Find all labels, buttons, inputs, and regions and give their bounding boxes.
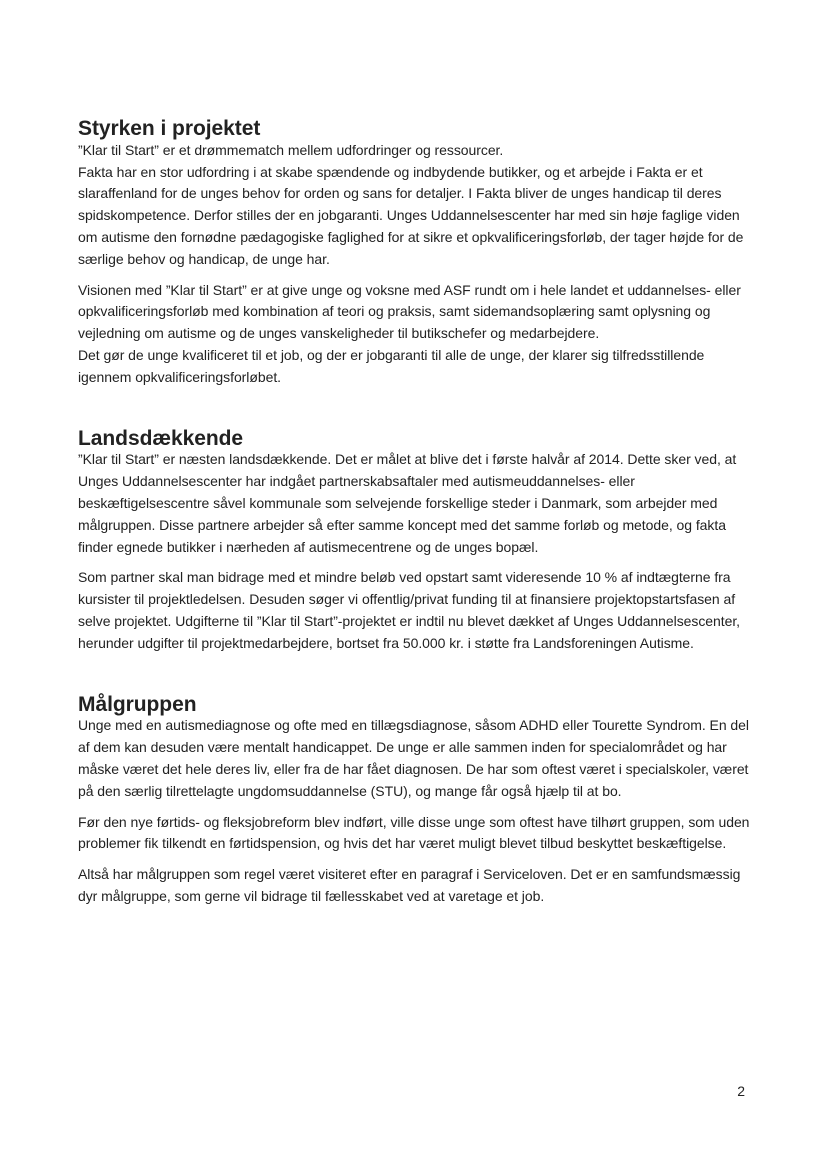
section-landsdaekkende	[78, 428, 758, 655]
paragraph: Visionen med ”Klar til Start” er at give unge og voksne med ASF rundt om i hele landet et uddannelses- eller opkvalificeringsforløb med kombination af teori og praksis, samt sidemandsoplæring samt oplysning og vejledning om autisme og de unges vanskeligheder til butikschefer og medarbejdere. Det gør de unge kvalificeret til et job, og der er jobgaranti til alle de unge, der klarer sig tilfredsstillende igennem opkvalificeringsforløbet.	[78, 281, 741, 385]
section-title: Landsdækkende	[78, 426, 244, 450]
section-maalgruppen	[78, 694, 758, 908]
section-styrken	[78, 118, 758, 389]
paragraph: Som partner skal man bidrage med et mindre beløb ved opstart samt videresende 10 % af indtægterne fra kursister til projektledelsen. Desuden søger vi offentlig/privat funding til at finansiere projektopstartsfasen af selve projektet. Udgifterne til ”Klar til Start”-projektet er indtil nu blevet dækket af Unges Uddannelsescenter, herunder udgifter til projektmedarbejdere, bortset fra 50.000 kr. i støtte fra Landsforeningen Autisme.	[78, 569, 741, 651]
paragraph: ”Klar til Start” er næsten landsdækkende. Det er målet at blive det i første halvår af 2014. Dette sker ved, at Unges Uddannelsescenter har indgået partnerskabsaftaler med autismeuddannelses- eller beskæftigelsescentre såvel kommunale som selvejende forskellige steder i Danmark, som arbejder med målgruppen. Disse partnere arbejder så efter samme koncept med det samme forløb og metode, og fakta finder egnede butikker i nærheden af autismecentrene og de unges bopæl.	[78, 451, 737, 555]
paragraph: Før den nye førtids- og fleksjobreform blev indført, ville disse unge som oftest have tilhørt gruppen, som uden problemer fik tilkendt en førtidspension, og hvis det har været muligt blevet tilbud beskyttet beskæftigelse.	[78, 813, 750, 852]
paragraph: Altså har målgruppen som regel været visiteret efter en paragraf i Serviceloven. Det er en samfundsmæssig dyr målgruppe, som gerne vil bidrage til fællesskabet ved at varetage et job.	[78, 866, 741, 904]
document-page	[78, 118, 758, 908]
page-number: 2	[737, 1083, 745, 1099]
paragraph: Unge med en autismediagnose og ofte med en tillægsdiagnose, såsom ADHD eller Tourette Syndrom. En del af dem kan desuden være mentalt handicappet. De unge er alle sammen inden for specialområdet og har måske været det hele deres liv, eller fra de har fået diagnosen. De har som oftest været i specialskoler, været på den særlig tilrettelagte ungdomsuddannelse (STU), og mange får også hjælp til at bo.	[78, 717, 749, 799]
section-title: Målgruppen	[78, 692, 197, 716]
paragraph: ”Klar til Start” er et drømmematch mellem udfordringer og ressourcer. Fakta har en stor udfordring i at skabe spændende og indbydende butikker, og et arbejde i Fakta er et slaraffenland for de unges behov for orden og sans for detaljer. I Fakta bliver de unges handicap til deres spidskompetence. Derfor stilles der en jobgaranti. Unges Uddannelsescenter har med sin høje faglige viden om autisme den fornødne pædagogiske faglighed for at sikre et opkvalificeringsforløb, der tager højde for de særlige behov og handicap, de unge har.	[78, 141, 744, 267]
section-title: Styrken i projektet	[78, 117, 261, 140]
